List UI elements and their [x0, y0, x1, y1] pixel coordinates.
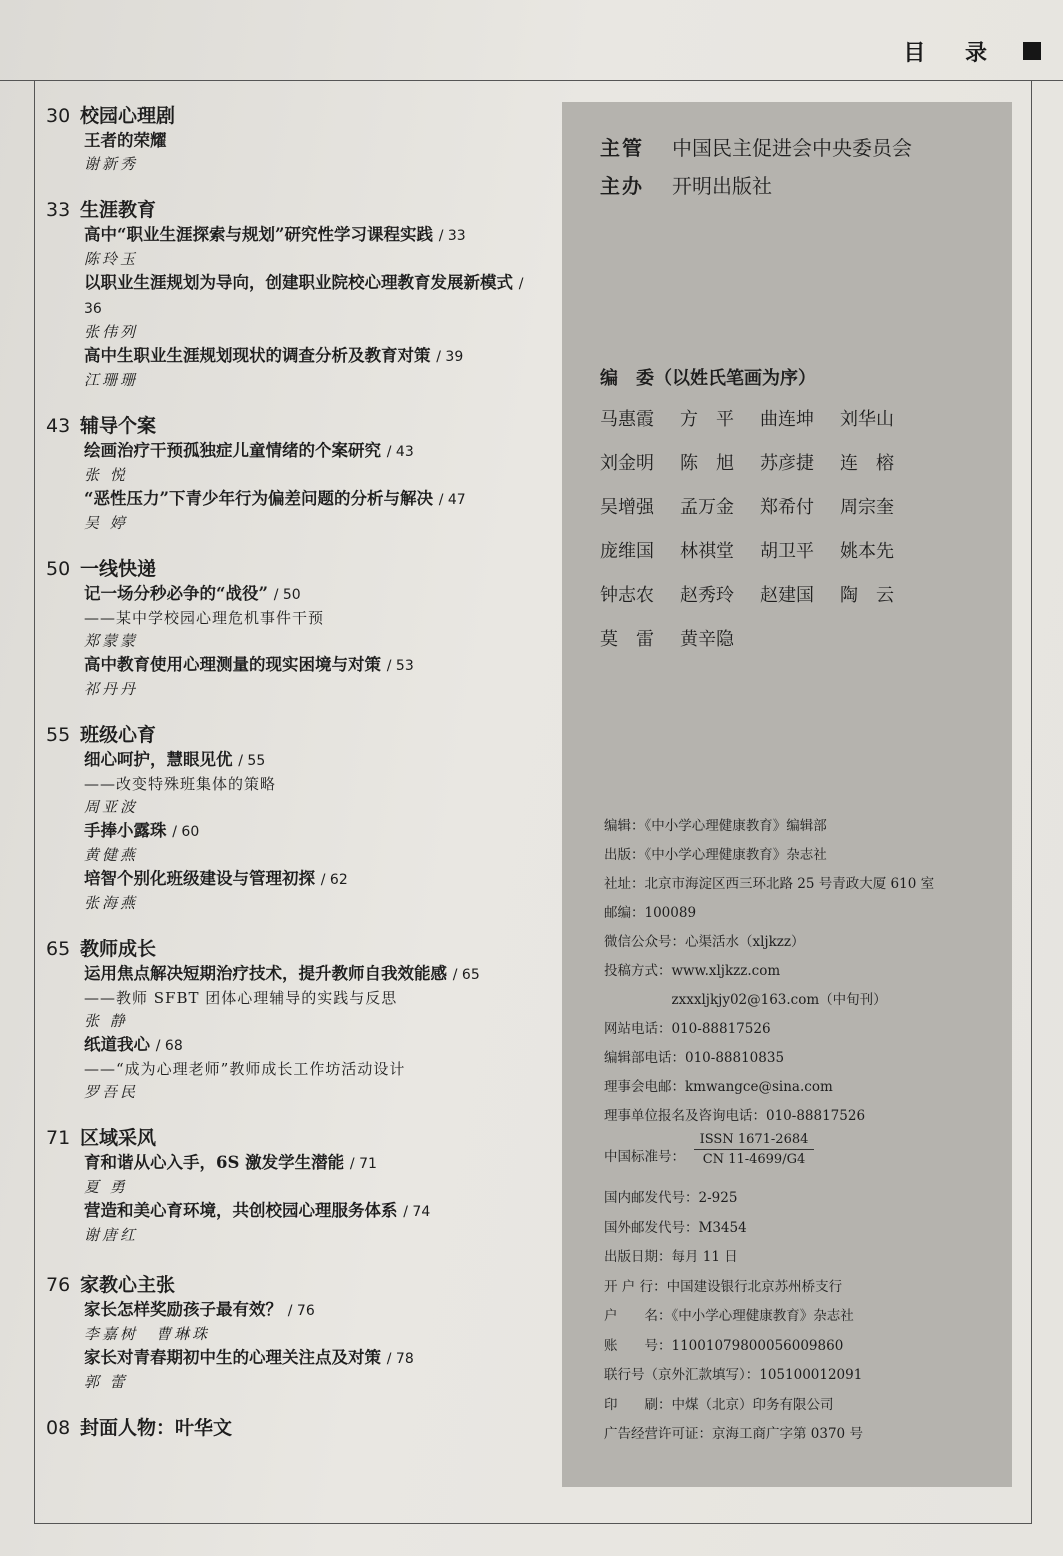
info-line: 理事会电邮：kmwangce@sina.com: [604, 1079, 833, 1095]
article-page-number: / 65: [452, 967, 480, 983]
article-title-text[interactable]: 培智个别化班级建设与管理初探: [84, 869, 315, 888]
publisher-value: 开明出版社: [672, 174, 772, 198]
article-author: 夏 勇: [84, 1178, 128, 1196]
info-line: 出版日期：每月 11 日: [604, 1249, 738, 1265]
issn-label: 中国标准号：: [604, 1149, 685, 1165]
editor-row: [600, 493, 920, 519]
section-heading[interactable]: [46, 1416, 546, 1441]
info-line: 印 刷：中煤（北京）印务有限公司: [604, 1396, 834, 1413]
article-page-number: / 47: [438, 492, 466, 508]
article-entry: [84, 1199, 546, 1247]
section-heading[interactable]: [46, 1126, 546, 1151]
article-subtitle: ——改变特殊班集体的策略: [84, 775, 277, 793]
editor-name: 周宗奎: [840, 497, 894, 518]
article-title[interactable]: [84, 1346, 546, 1371]
article-page-number: / 76: [287, 1303, 315, 1319]
article-author: 郑蒙蒙: [84, 632, 139, 650]
article-subtitle: ——“成为心理老师”教师成长工作坊活动设计: [84, 1060, 406, 1078]
toc-section: [46, 937, 546, 1126]
article-author: 谢唐红: [84, 1226, 139, 1244]
editor-name: 赵秀玲: [680, 585, 734, 606]
article-author: 罗吾民: [84, 1083, 139, 1101]
editor-name: 林祺堂: [680, 541, 734, 562]
section-spacer: [46, 1247, 546, 1273]
section-spacer: [46, 1441, 546, 1463]
page-title: 目 录: [903, 41, 1003, 66]
article-page-number: / 55: [238, 753, 266, 769]
article-author: 张 悦: [84, 466, 128, 484]
section-heading[interactable]: [46, 1273, 546, 1298]
article-page-number: / 50: [273, 587, 301, 603]
article-entry: [84, 344, 546, 392]
section-page-number: 43: [46, 415, 71, 437]
editorial-board-title: 编 委（以姓氏笔画为序）: [600, 368, 816, 389]
article-title-text[interactable]: 营造和美心育环境，共创校园心理服务体系: [84, 1201, 398, 1220]
article-title[interactable]: [84, 962, 546, 987]
article-entry: [84, 129, 546, 176]
article-title-text[interactable]: 王者的荣耀: [84, 131, 167, 150]
article-title-text[interactable]: 高中生职业生涯规划现状的调查分析及教育对策: [84, 346, 431, 365]
article-title[interactable]: [84, 653, 546, 678]
article-title[interactable]: [84, 1199, 546, 1224]
article-author: 张海燕: [84, 894, 139, 912]
article-entry: [84, 962, 546, 1033]
article-author: 谢新秀: [84, 155, 139, 173]
toc-section: [46, 557, 546, 723]
section-name: 生涯教育: [80, 199, 157, 221]
editor-name: 莫 雷: [600, 629, 654, 650]
editor-row: [600, 449, 920, 475]
article-title-text[interactable]: 育和谐从心入手，6S 激发学生潜能: [84, 1153, 345, 1172]
toc-section: [46, 198, 546, 414]
section-heading[interactable]: [46, 104, 546, 129]
article-title-text[interactable]: 高中教育使用心理测量的现实困境与对策: [84, 655, 381, 674]
article-title[interactable]: [84, 344, 546, 369]
editor-name: 曲连坤: [760, 409, 814, 430]
info-line: 编辑部电话：010-88810835: [604, 1050, 785, 1066]
info-line: 投稿方式：www.xljkzz.com: [604, 963, 781, 979]
section-page-number: 30: [46, 105, 71, 127]
editor-name: 郑希付: [760, 497, 814, 518]
article-author: 李嘉树 曹琳珠: [84, 1325, 211, 1343]
article-page-number: / 74: [403, 1204, 431, 1220]
editor-name: 马惠霞: [600, 409, 654, 430]
article-title-text[interactable]: 纸道我心: [84, 1035, 150, 1054]
article-page-number: / 78: [386, 1351, 414, 1367]
publisher-row: [600, 170, 772, 199]
article-author: 郭 蕾: [84, 1373, 128, 1391]
article-entry: [84, 1298, 546, 1346]
editor-name: 吴增强: [600, 497, 654, 518]
section-spacer: [46, 1394, 546, 1416]
editor-name: 刘金明: [600, 453, 654, 474]
article-title[interactable]: [84, 271, 534, 321]
editor-name: 连 榕: [840, 453, 894, 474]
article-title[interactable]: [84, 1151, 546, 1176]
article-title-text[interactable]: 家长对青春期初中生的心理关注点及对策: [84, 1348, 381, 1367]
toc-section: [46, 723, 546, 937]
article-entry: [84, 271, 546, 344]
sponsor-row: [600, 132, 912, 161]
info-line: 国内邮发代号：2-925: [604, 1190, 738, 1206]
page-header: [0, 0, 1063, 81]
article-title[interactable]: [84, 487, 546, 512]
section-name: 教师成长: [80, 938, 157, 960]
section-spacer: [46, 701, 546, 723]
editor-name: 陶 云: [840, 585, 894, 606]
section-heading[interactable]: [46, 723, 546, 748]
article-title-text[interactable]: 家长怎样奖励孩子最有效？: [84, 1300, 282, 1319]
info-line: 编辑：《中小学心理健康教育》编辑部: [604, 818, 827, 834]
section-heading[interactable]: [46, 557, 546, 582]
article-author: 陈玲玉: [84, 250, 139, 268]
article-title[interactable]: [84, 748, 546, 773]
square-marker-icon: [1023, 42, 1041, 60]
editor-row: [600, 405, 920, 431]
info-line: 邮编：100089: [604, 905, 697, 921]
toc-section: [46, 1126, 546, 1273]
article-page-number: / 68: [155, 1038, 183, 1054]
article-subtitle: ——某中学校园心理危机事件干预: [84, 609, 325, 627]
info-line: 账 号：11001079800056009860: [604, 1337, 844, 1354]
section-name: 区域采风: [80, 1127, 157, 1149]
article-entry: [84, 1033, 546, 1104]
info-line: 理事单位报名及咨询电话：010-88817526: [604, 1108, 866, 1124]
article-title[interactable]: [84, 867, 546, 892]
info-line: zxxxljkjy02@163.com（中旬刊）: [604, 992, 887, 1008]
article-entry: [84, 582, 546, 653]
issn-divider: [694, 1149, 814, 1150]
editor-name: 钟志农: [600, 585, 654, 606]
toc-section: [46, 1416, 546, 1463]
article-entry: [84, 1151, 546, 1199]
section-heading[interactable]: [46, 414, 546, 439]
issn-block: [694, 1132, 814, 1167]
editor-name: 胡卫平: [760, 541, 814, 562]
article-title-text[interactable]: 记一场分秒必争的“战役”: [84, 584, 268, 603]
article-page-number: / 71: [349, 1156, 377, 1172]
section-spacer: [46, 176, 546, 198]
article-entry: [84, 819, 546, 867]
info-line: 户 名：《中小学心理健康教育》杂志社: [604, 1308, 854, 1324]
section-heading[interactable]: [46, 198, 546, 223]
info-line: 国外邮发代号：M3454: [604, 1219, 747, 1236]
info-line: 微信公众号：心渠活水（xljkzz）: [604, 934, 805, 950]
section-page-number: 08: [46, 1417, 71, 1439]
article-entry: [84, 867, 546, 915]
article-title[interactable]: [84, 1298, 546, 1323]
editor-name: 姚本先: [840, 541, 894, 562]
article-page-number: / 43: [386, 444, 414, 460]
section-page-number: 76: [46, 1274, 71, 1296]
article-title[interactable]: [84, 1033, 546, 1058]
info-line: 出版：《中小学心理健康教育》杂志社: [604, 847, 827, 863]
info-line: 联行号（京外汇款填写）：105100012091: [604, 1367, 863, 1383]
article-author: 吴 婷: [84, 514, 128, 532]
article-entry: [84, 748, 546, 819]
toc-section: [46, 414, 546, 557]
article-title[interactable]: [84, 129, 546, 153]
editor-row: [600, 581, 920, 607]
editor-name: 方 平: [680, 409, 734, 430]
editor-row: [600, 537, 920, 563]
section-name: 班级心育: [80, 724, 157, 746]
section-page-number: 33: [46, 199, 71, 221]
section-name: 辅导个案: [80, 415, 157, 437]
article-entry: [84, 653, 546, 701]
article-author: 周亚波: [84, 798, 139, 816]
article-page-number: / 39: [436, 349, 464, 365]
section-name: 校园心理剧: [80, 105, 176, 127]
masthead-panel: [562, 102, 1012, 1487]
article-entry: [84, 487, 546, 535]
section-spacer: [46, 915, 546, 937]
article-entry: [84, 223, 546, 271]
article-author: 祁丹丹: [84, 680, 139, 698]
article-author: 张伟列: [84, 323, 139, 341]
article-author: 黄健燕: [84, 846, 139, 864]
article-page-number: / 62: [320, 872, 348, 888]
article-page-number: / 53: [386, 658, 414, 674]
info-line: 社址：北京市海淀区西三环北路 25 号青政大厦 610 室: [604, 876, 935, 892]
article-author: 江珊珊: [84, 371, 139, 389]
info-line: 开 户 行：中国建设银行北京苏州桥支行: [604, 1278, 843, 1295]
section-name: 一线快递: [80, 558, 157, 580]
editor-name: 陈 旭: [680, 453, 734, 474]
section-name: 家教心主张: [80, 1274, 176, 1296]
article-entry: [84, 1346, 546, 1394]
editor-name: 刘华山: [840, 409, 894, 430]
article-page-number: / 60: [172, 824, 200, 840]
article-page-number: / 36: [84, 276, 524, 317]
article-title-text[interactable]: 手捧小露珠: [84, 821, 167, 840]
section-heading[interactable]: [46, 937, 546, 962]
article-title-text[interactable]: 高中“职业生涯探索与规划”研究性学习课程实践: [84, 225, 433, 244]
editor-name: 苏彦捷: [760, 453, 814, 474]
sponsor-label: 主管: [600, 136, 644, 160]
section-spacer: [46, 392, 546, 414]
section-page-number: 71: [46, 1127, 71, 1149]
editor-name: 孟万金: [680, 497, 734, 518]
section-page-number: 55: [46, 724, 71, 746]
article-title[interactable]: [84, 582, 546, 607]
article-title[interactable]: [84, 819, 546, 844]
table-of-contents: [46, 104, 546, 1463]
publisher-label: 主办: [600, 174, 644, 198]
article-title[interactable]: [84, 223, 546, 248]
article-title-text[interactable]: 运用焦点解决短期治疗技术，提升教师自我效能感: [84, 964, 447, 983]
issn-number: ISSN 1671-2684: [699, 1132, 809, 1147]
article-subtitle: ——教师 SFBT 团体心理辅导的实践与反思: [84, 989, 398, 1007]
section-spacer: [46, 1104, 546, 1126]
info-line: 广告经营许可证：京海工商广字第 0370 号: [604, 1426, 863, 1442]
article-title-text[interactable]: 绘画治疗干预孤独症儿童情绪的个案研究: [84, 441, 381, 460]
toc-section: [46, 1273, 546, 1416]
article-title-text[interactable]: 以职业生涯规划为导向，创建职业院校心理教育发展新模式: [84, 273, 513, 292]
article-author: 张 静: [84, 1012, 128, 1030]
toc-section: [46, 104, 546, 198]
article-entry: [84, 439, 546, 487]
section-spacer: [46, 535, 546, 557]
editor-name: 庞维国: [600, 541, 654, 562]
section-page-number: 65: [46, 938, 71, 960]
info-line: 网站电话：010-88817526: [604, 1021, 771, 1037]
article-page-number: / 33: [438, 228, 466, 244]
editor-name: 黄辛隐: [680, 629, 734, 650]
editor-name: 赵建国: [760, 585, 814, 606]
sponsor-value: 中国民主促进会中央委员会: [672, 136, 912, 160]
section-name: 封面人物：叶华文: [80, 1417, 233, 1439]
editor-row: [600, 625, 760, 651]
section-page-number: 50: [46, 558, 71, 580]
article-title-text[interactable]: “恶性压力”下青少年行为偏差问题的分析与解决: [84, 489, 433, 508]
article-title[interactable]: [84, 439, 546, 464]
article-title-text[interactable]: 细心呵护，慧眼见优: [84, 750, 233, 769]
cn-number: CN 11-4699/G4: [702, 1152, 806, 1167]
